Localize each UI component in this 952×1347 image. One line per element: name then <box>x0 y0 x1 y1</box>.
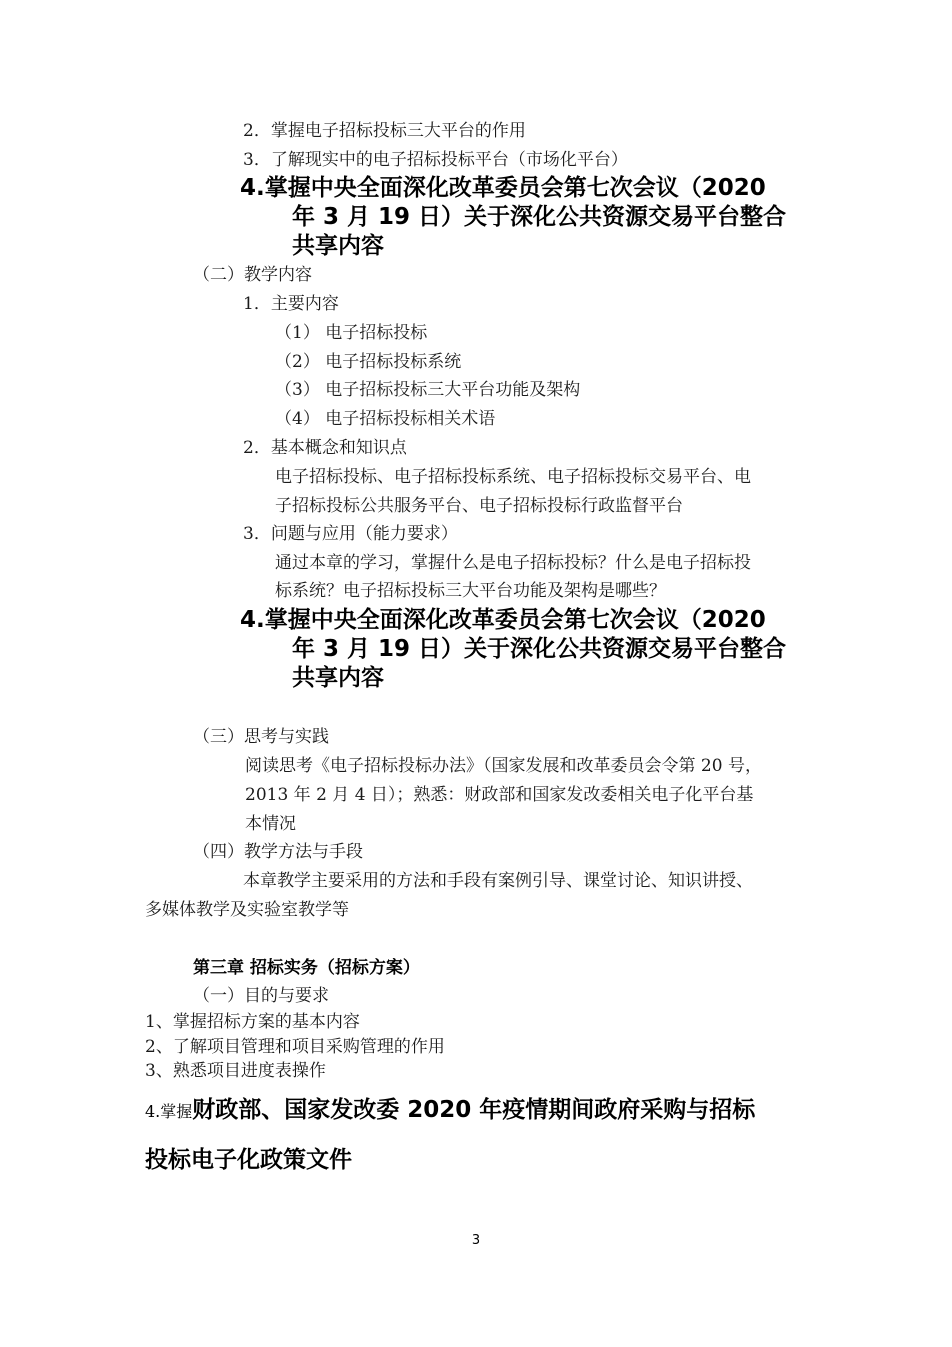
final-objective-bold: 投标电子化政策文件 <box>145 1147 352 1173</box>
sub-heading: 2．基本概念和知识点 <box>243 438 407 458</box>
list-item: 1、掌握招标方案的基本内容 <box>145 1012 360 1032</box>
section-heading: （四）教学方法与手段 <box>193 842 363 862</box>
list-item: （3） 电子招标投标三大平台功能及架构 <box>275 380 581 400</box>
paragraph-line: 标系统？电子招标投标三大平台功能及架构是哪些？ <box>275 581 666 601</box>
paragraph-line: 阅读思考《电子招标投标办法》（国家发展和改革委员会令第 20 号， <box>245 756 762 776</box>
final-objective-bold: 财政部、国家发改委 2020 年疫情期间政府采购与招标 <box>192 1097 756 1123</box>
highlight-heading: 年 3 月 19 日）关于深化公共资源交易平台整合 <box>292 204 787 230</box>
list-item: 2．掌握电子招标投标三大平台的作用 <box>243 121 526 141</box>
highlight-heading: 共享内容 <box>292 665 384 691</box>
sub-heading: 3．问题与应用（能力要求） <box>243 524 458 544</box>
highlight-heading: 共享内容 <box>292 233 384 259</box>
final-objective-prefix: 4.掌握 <box>145 1102 193 1121</box>
sub-heading: 1．主要内容 <box>243 294 339 314</box>
list-item: （2） 电子招标投标系统 <box>275 352 462 372</box>
highlight-heading: 4.掌握中央全面深化改革委员会第七次会议（2020 <box>240 607 766 633</box>
chapter-title: 第三章 招标实务（招标方案） <box>193 958 420 978</box>
paragraph-line: 电子招标投标、电子招标投标系统、电子招标投标交易平台、电 <box>275 467 751 487</box>
paragraph-line: 本章教学主要采用的方法和手段有案例引导、课堂讨论、知识讲授、 <box>243 871 753 891</box>
highlight-heading: 4.掌握中央全面深化改革委员会第七次会议（2020 <box>240 175 766 201</box>
list-item: 2、了解项目管理和项目采购管理的作用 <box>145 1037 445 1057</box>
paragraph-line: 多媒体教学及实验室教学等 <box>145 900 349 920</box>
page-number: 3 <box>471 1233 481 1248</box>
list-item: （1） 电子招标投标 <box>275 323 428 343</box>
section-heading: （二）教学内容 <box>193 265 312 285</box>
paragraph-line: 子招标投标公共服务平台、电子招标投标行政监督平台 <box>275 496 683 516</box>
section-heading: （一）目的与要求 <box>193 986 329 1006</box>
list-item: 3、熟悉项目进度表操作 <box>145 1061 326 1081</box>
final-objective <box>145 1095 755 1127</box>
list-item: （4） 电子招标投标相关术语 <box>275 409 496 429</box>
paragraph-line: 本情况 <box>245 814 296 834</box>
final-objective-continued <box>145 1145 352 1177</box>
list-item: 3．了解现实中的电子招标投标平台（市场化平台） <box>243 150 628 170</box>
paragraph-line: 2013 年 2 月 4 日）；熟悉：财政部和国家发改委相关电子化平台基 <box>245 785 754 805</box>
highlight-heading: 年 3 月 19 日）关于深化公共资源交易平台整合 <box>292 636 787 662</box>
paragraph-line: 通过本章的学习，掌握什么是电子招标投标？什么是电子招标投 <box>275 553 751 573</box>
section-heading: （三）思考与实践 <box>193 727 329 747</box>
